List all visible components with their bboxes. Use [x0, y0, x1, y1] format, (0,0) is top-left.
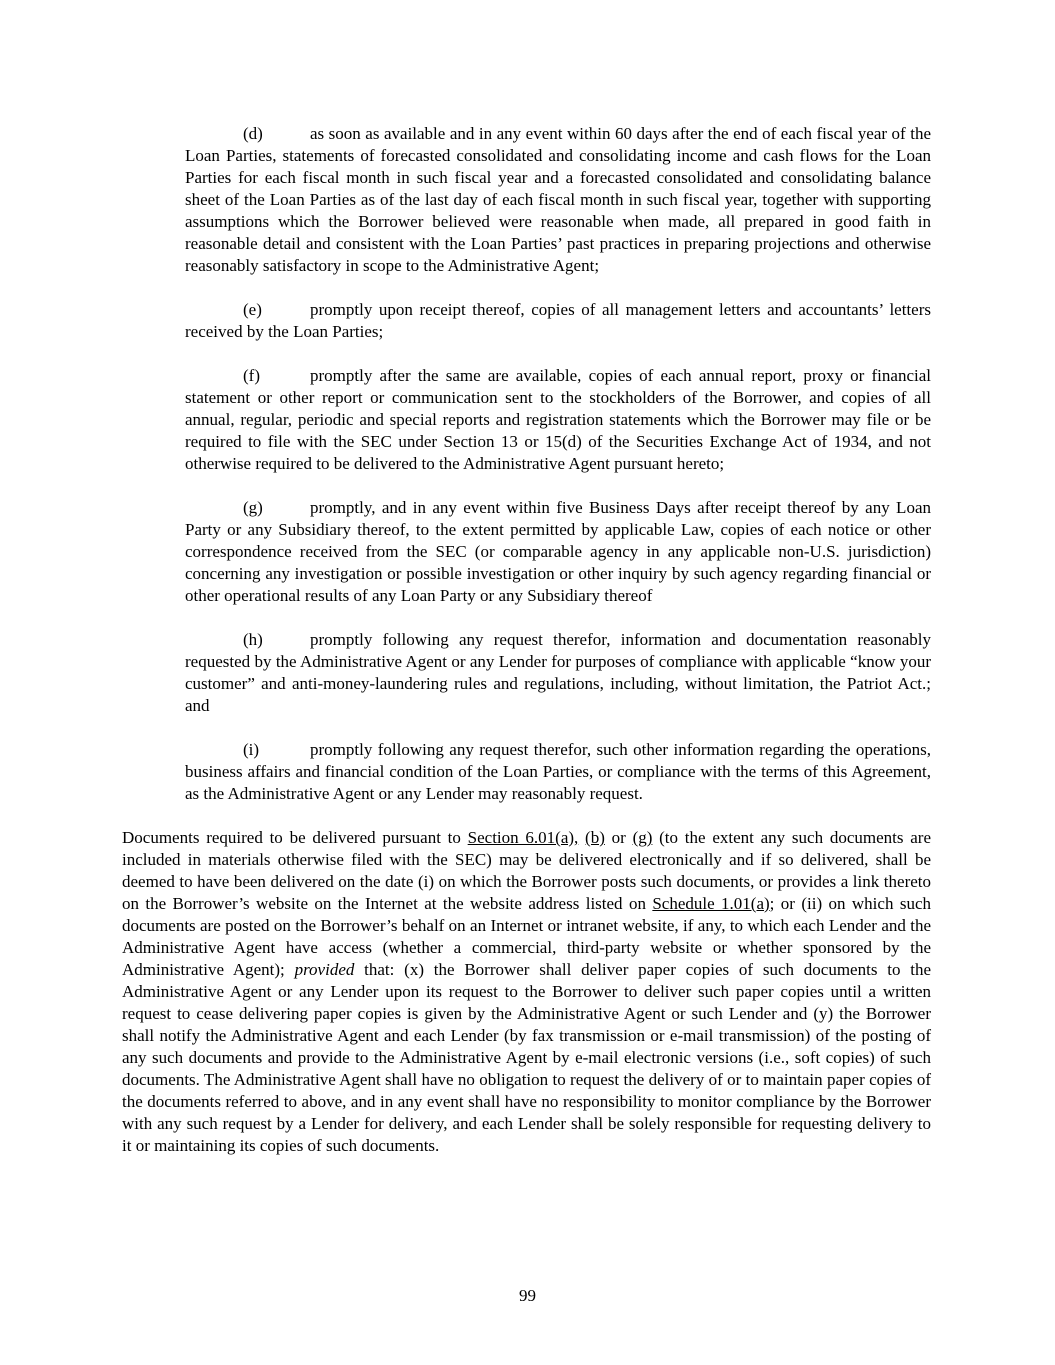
paragraph-i-text: promptly following any request therefor, such other information regarding the operations, business affairs and financial condition of the Loan Parties, or compliance with the terms of this Agreement, as the Administrative Agent or any Lender may reasonably request.	[185, 740, 931, 803]
paragraph-e	[185, 299, 931, 343]
paragraph-f	[185, 365, 931, 475]
paragraph-h-label: (h)	[243, 630, 263, 649]
paragraph-g-label: (g)	[243, 498, 263, 517]
paragraph-i-label: (i)	[243, 740, 260, 759]
paragraph-e-label: (e)	[243, 300, 262, 319]
paragraph-g	[185, 497, 931, 607]
paragraph-h-text: promptly following any request therefor, information and documentation reasonably requested by the Administrative Agent or any Lender for purposes of compliance with applicable “know your customer” and anti-money-laundering rules and regulations, including, without limitation, the Patriot Act.; and	[185, 630, 931, 715]
paragraph-f-label: (f)	[243, 366, 260, 385]
paragraph-d-text: as soon as available and in any event within 60 days after the end of each fiscal year of the Loan Parties, statements of forecasted consolidated and consolidating income and cash flows for the Loan Parties for each fiscal month in such fiscal year and a forecasted consolidated and consolidating balance sheet of the Loan Parties as of the last day of each fiscal month in such fiscal year, together with supporting assumptions which the Borrower believed were reasonable when made, all prepared in good faith in reasonable detail and consistent with the Loan Parties’ past practices in preparing projections and otherwise reasonably satisfactory in scope to the Administrative Agent;	[185, 124, 931, 275]
paragraph-d-label: (d)	[243, 124, 263, 143]
paragraph-d	[185, 123, 931, 277]
page-number: 99	[519, 1286, 536, 1305]
paragraph-e-text: promptly upon receipt thereof, copies of all management letters and accountants’ letters received by the Loan Parties;	[185, 300, 931, 341]
paragraph-g-text: promptly, and in any event within five Business Days after receipt thereof by any Loan Party or any Subsidiary thereof, to the extent permitted by applicable Law, copies of each notice or other correspondence received from the SEC (or comparable agency in any applicable non-U.S. jurisdiction) concerning any investigation or possible investigation or other inquiry by such agency regarding financial or other operational results of any Loan Party or any Subsidiary thereof	[185, 498, 931, 605]
closing-paragraph: Documents required to be delivered pursuant to Section 6.01(a), (b) or (g) (to the extent any such documents are included in materials otherwise filed with the SEC) may be delivered electronically and if so delivered, shall be deemed to have been delivered on the date (i) on which the Borrower posts such documents, or provides a link thereto on the Borrower’s website on the Internet at the website address listed on Schedule 1.01(a); or (ii) on which such documents are posted on the Borrower’s behalf on an Internet or intranet website, if any, to which each Lender and the Administrative Agent have access (whether a commercial, third-party website or whether sponsored by the Administrative Agent); provided that: (x) the Borrower shall deliver paper copies of such documents to the Administrative Agent or any Lender upon its request to the Borrower to deliver such paper copies until a written request to cease delivering paper copies is given by the Administrative Agent or such Lender and (y) the Borrower shall notify the Administrative Agent and each Lender (by fax transmission or e-mail transmission) of the posting of any such documents and provide to the Administrative Agent by e-mail electronic versions (i.e., soft copies) of such documents. The Administrative Agent shall have no obligation to request the delivery of or to maintain paper copies of the documents referred to above, and in any event shall have no responsibility to monitor compliance by the Borrower with any such request by a Lender for delivery, and each Lender shall be solely responsible for requesting delivery to it or maintaining its copies of such documents.	[122, 828, 932, 1155]
paragraph-h	[185, 629, 931, 717]
paragraph-f-text: promptly after the same are available, copies of each annual report, proxy or financial statement or other report or communication sent to the stockholders of the Borrower, and copies of all annual, regular, periodic and special reports and registration statements which the Borrower may file or be required to file with the SEC under Section 13 or 15(d) of the Securities Exchange Act of 1934, and not otherwise required to be delivered to the Administrative Agent pursuant hereto;	[185, 366, 931, 473]
paragraph-i	[185, 739, 931, 805]
